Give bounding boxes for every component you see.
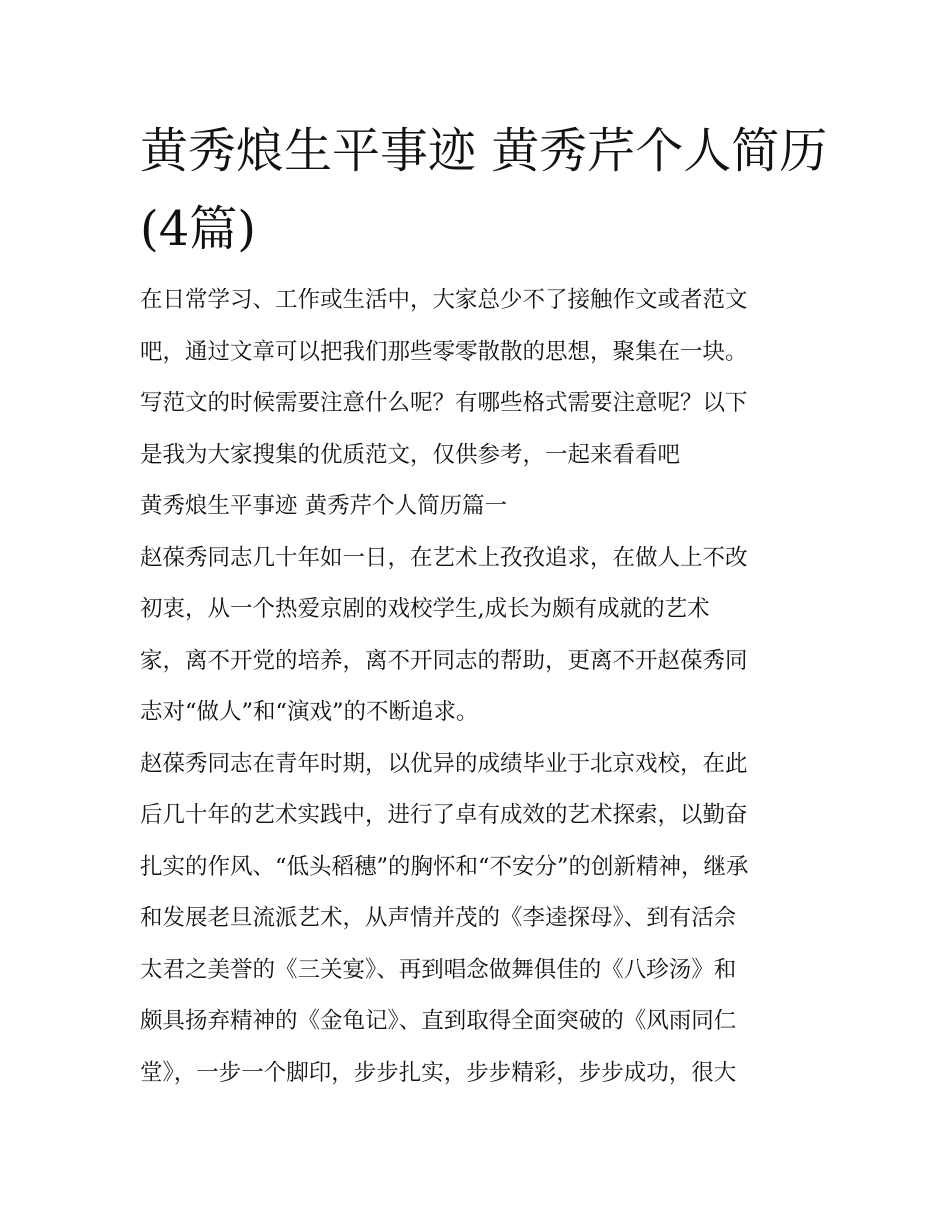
paragraph2-line: 赵葆秀同志在青年时期，以优异的成绩毕业于北京戏校，在此: [140, 750, 748, 777]
paragraph2-line: 太君之美誉的《三关宴》、再到唱念做舞俱佳的《八珍汤》和: [140, 956, 737, 983]
paragraph2-line: 扎实的作风、“低头稻穗”的胸怀和“不安分”的创新精神，继承: [140, 853, 749, 880]
paragraph1-line: 赵葆秀同志几十年如一日，在艺术上孜孜追求，在做人上不改: [140, 544, 748, 571]
document-body: [140, 275, 830, 1099]
paragraph1-line: 家，离不开党的培养，离不开同志的帮助，更离不开赵葆秀同: [140, 647, 748, 674]
paragraph1-line: 志对“做人”和“演戏”的不断追求。: [140, 699, 479, 725]
document-title: 黄秀烺生平事迹 黄秀芹个人简历(4篇): [140, 123, 828, 257]
paragraph2-line: 后几十年的艺术实践中，进行了卓有成效的艺术探索，以勤奋: [140, 802, 748, 828]
paragraph2-line: 堂》，一步一个脚印，步步扎实，步步精彩，步步成功，很大: [140, 1059, 737, 1086]
intro-line: 在日常学习、工作或生活中，大家总少不了接触作文或者范文: [140, 287, 748, 313]
intro-line: 是我为大家搜集的优质范文，仅供参考，一起来看看吧: [140, 441, 681, 468]
intro-line: 写范文的时候需要注意什么呢？有哪些格式需要注意呢？以下: [140, 390, 748, 416]
intro-line: 吧，通过文章可以把我们那些零零散散的思想，聚集在一块。: [140, 338, 748, 365]
paragraph2-line: 和发展老旦流派艺术，从声情并茂的《李逵探母》、到有活佘: [140, 905, 737, 931]
paragraph1-line: 初衷，从一个热爱京剧的戏校学生,成长为颇有成就的艺术: [140, 596, 710, 622]
section-heading: 黄秀烺生平事迹 黄秀芹个人简历篇一: [140, 493, 508, 519]
paragraph2-line: 颇具扬弃精神的《金龟记》、直到取得全面突破的《风雨同仁: [140, 1008, 737, 1034]
